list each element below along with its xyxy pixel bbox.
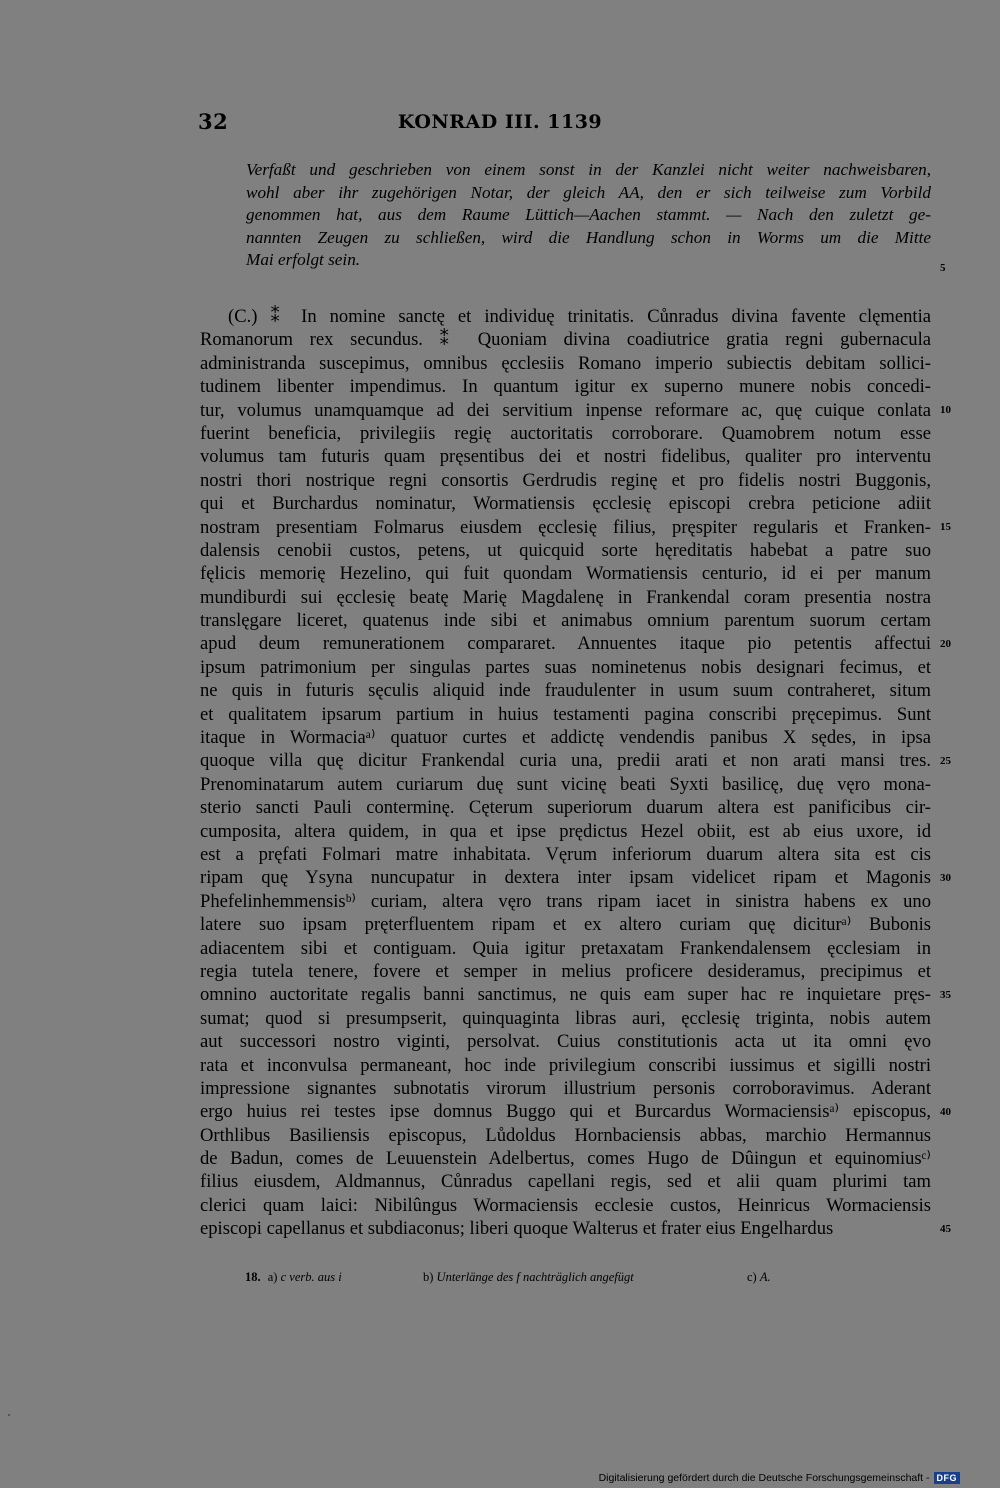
text-line: latere suo ipsam pręterfluentem ripam et ex altero curiam quę diciturᵃ⁾ Bubonis [200,914,931,936]
text-line: ne quis in futuris sęculis aliquid inde fraudulenter in usum suum contraheret, situm [200,680,931,702]
text-line: impressione signantes subnotatis virorum illustrium personis corroboravimus. Aderant [200,1077,931,1099]
intro-line: Verfaßt und geschrieben von einem sonst in der Kanzlei nicht weiter nachweisbaren, [246,160,931,179]
text-line: fuerint beneficia, privilegiis regię auctoritatis corroborare. Quamobrem notum esse [200,422,931,444]
intro-line: nannten Zeugen zu schließen, wird die Handlung schon in Worms um die Mitte [246,227,931,247]
text-line: administranda suscepimus, omnibus ęcclesiis Romano imperio subiectis debitam sollici- [200,352,931,374]
text-line: tur, volumus unamquamque ad dei servitium inpense reformare ac, quę cuique conlata [200,399,931,421]
line-number: 35 [940,989,951,1001]
text-line: apud deum remunerationem compararet. Annuentes itaque pio petentis affectui [200,633,931,655]
text-line: quoque villa quę dicitur Frankendal curia una, predii arati et non arati mansi tres. [200,750,931,772]
footnote-label: b) [423,1270,434,1284]
footnote-c [747,1270,771,1285]
footnote-label: c) [747,1270,757,1284]
text-line: tudinem libenter impendimus. In quantum igitur ex superno munere nobis concedi- [200,376,931,398]
text-line: episcopi capellanus et subdiaconus; liberi quoque Walterus et frater eius Engelhardus [200,1218,834,1240]
text-line: sumat; quod si presumpserit, quinquaginta libras auri, ęcclesię triginta, nobis autem [200,1007,931,1029]
text-line: dalensis cenobii custos, petens, ut quicquid sorte hęreditatis habebat a patre suo [200,539,931,561]
intro-line: genommen hat, aus dem Raume Lüttich—Aachen stammt. — Nach den zuletzt ge- [246,205,931,224]
running-head: KONRAD III. 1139 [397,111,603,133]
intro-line: wohl aber ihr zugehörigen Notar, der gleich AA, den er sich teilweise zum Vorbild [246,182,931,202]
footnote-section-number: 18. [245,1270,261,1284]
text-line: ipsum patrimonium per singulas partes suas nominetenus nobis designari fecimus, et [200,656,931,678]
line-number: 25 [940,755,951,767]
text-line: et qualitatem ipsarum partium in huius testamenti pagina conscribi pręcepimus. Sunt [200,703,931,725]
editorial-introduction [246,159,931,272]
footnote-label: a) [267,1270,278,1284]
text-line: volumus tam futuris quam pręsentibus dei et nostri fidelibus, qualiter pro interventu [200,446,931,468]
text-line: translęgare liceret, quatenus inde sibi et animabus omnium parentum suorum certam [200,610,931,632]
text-line: qui et Burchardus nominatur, Wormatiensis ęcclesię episcopi crebra peticione adiit [200,493,931,515]
line-number: 5 [940,262,946,274]
text-line: fęlicis memorię Hezelino, qui fuit quondam Wormatiensis centurio, id ei per manum [200,563,931,585]
text-line: regia tutela tenere, fovere et semper in melius proficere desideramus, precipimus et [200,960,931,982]
text-line: de Badun, comes de Leuuenstein Adelbertus, comes Hugo de Dûingun et equinomiusᶜ⁾ [200,1148,931,1170]
text-line: Romanorum rex secundus. ⁑ Quoniam divina coadiutrice gratia regni gubernacula [200,329,931,351]
line-number: 40 [940,1106,951,1118]
text-line: itaque in Wormaciaᵃ⁾ quatuor curtes et addictę vendendis panibus X sędes, in ipsa [200,727,931,749]
footnote-b [423,1270,634,1285]
text-line: omnino auctoritate regalis banni sanctimus, ne quis eam super hac re inquietare pręs- [200,984,931,1006]
text-line: ergo huius rei testes ipse domnus Buggo qui et Burcardus Wormaciensisᵃ⁾ episcopus, [200,1101,931,1123]
footnote-text: c verb. aus i [280,1270,342,1284]
text-line: nostri thori nostrique regni consortis Gerdrudis reginę et pro fidelis nostri Buggonis, [200,469,931,491]
text-line: rata et inconvulsa permaneant, hoc inde privilegium conscribi iussimus et sigilli nostri [200,1054,931,1076]
text-line: Phefelinhemmensisᵇ⁾ curiam, altera vęro trans ripam iacet in sinistra habens ex uno [200,890,931,912]
text-line: est a pręfati Folmari matre inhabitata. Vęrum inferiorum duarum altera sita est cis [200,843,931,865]
charter-text [200,305,931,1241]
footnote-text: A. [759,1270,771,1284]
scan-artifact [8,1414,10,1416]
footnote-a [245,1270,342,1285]
text-line: Prenominatarum autem curiarum duę sunt vicinę beati Syxti basilicę, duę vęro mona- [200,773,931,795]
line-number: 30 [940,872,951,884]
page-number: 32 [198,109,229,134]
text-line: sterio sancti Pauli conterminę. Cęterum superiorum duarum altera est panificibus cir- [200,797,931,819]
line-number: 15 [940,521,951,533]
text-line: clerici quam laici: Nibilûngus Wormaciensis ecclesie custos, Heinricus Wormaciensis [200,1194,931,1216]
text-line: adiacentem sibi et contiguam. Quia igitur pretaxatam Frankendalensem ęcclesiam in [200,937,931,959]
text-line: nostram presentiam Folmarus eiusdem ęcclesię filius, pręspiter regularis et Franken- [200,516,931,538]
text-line: (C.) ⁑ In nomine sanctę et individuę trinitatis. Cůnradus divina favente clęmentia [228,306,931,327]
dfg-logo-icon: DFG [934,1472,961,1484]
digitization-credit [599,1471,960,1485]
text-line: aut successori nostro viginti, persolvat. Cuius constitutionis acta ut ita omni ęvo [200,1031,931,1053]
footnote-text: Unterlänge des f nachträglich angefügt [436,1270,634,1284]
text-line: Orthlibus Basiliensis episcopus, Lůdoldus Hornbaciensis abbas, marchio Hermannus [200,1124,931,1146]
text-line: ripam quę Ysyna nuncupatur in dextera inter ipsam videlicet ripam et Magonis [200,867,931,889]
footnotes [245,1270,945,1285]
text-line: filius eiusdem, Aldmannus, Cůnradus capellani regis, sed et alii quam plurimi tam [200,1171,931,1193]
credit-text: Digitalisierung gefördert durch die Deutsche Forschungsgemeinschaft - [598,1472,930,1484]
intro-line: Mai erfolgt sein. [246,250,361,269]
text-line: mundiburdi sui ęcclesię beatę Marię Magdalenę in Frankendal coram presentia nostra [200,586,931,608]
line-number: 10 [940,404,951,416]
text-line: cumposita, altera quidem, in qua et ipse prędictus Hezel obiit, est ab eius uxore, id [200,820,931,842]
line-number: 45 [940,1223,951,1235]
line-number: 20 [940,638,951,650]
